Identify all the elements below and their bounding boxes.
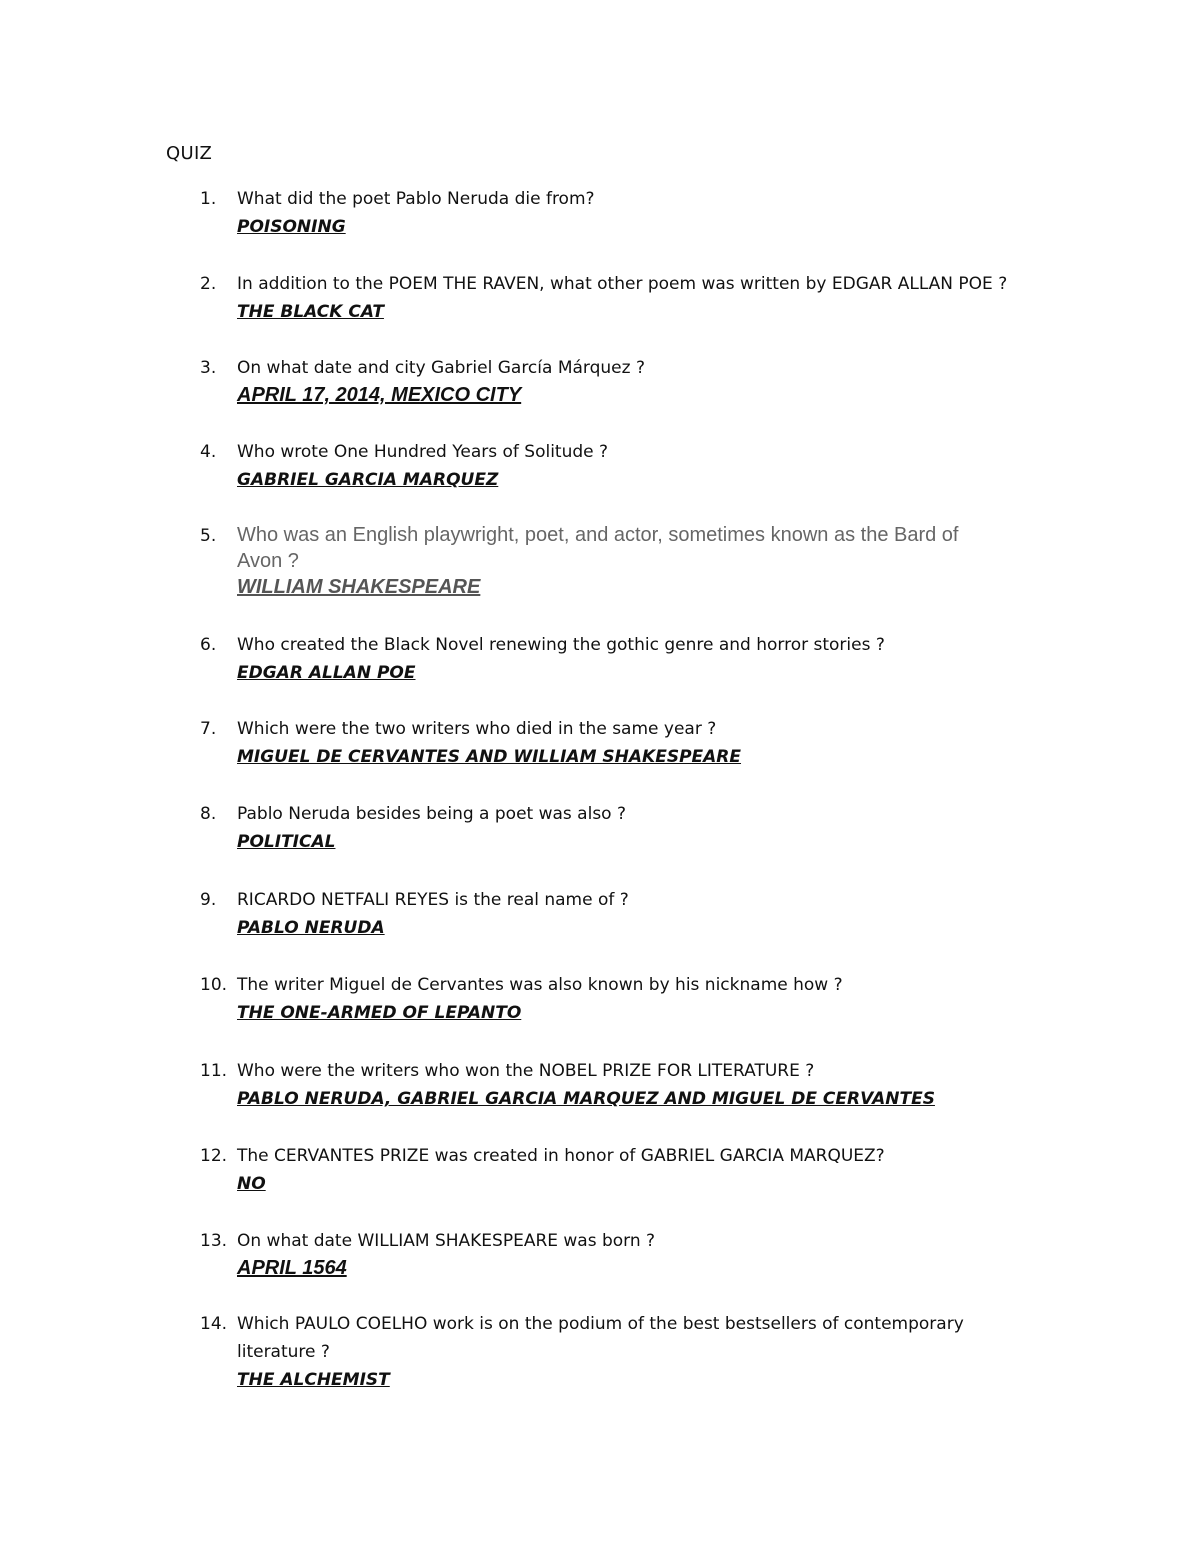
item-number: 11. xyxy=(200,1061,228,1081)
item-number: 5. xyxy=(200,526,217,546)
item-number: 10. xyxy=(200,975,228,995)
quiz-item xyxy=(200,971,1050,1027)
quiz-item xyxy=(200,1057,1050,1113)
quiz-item xyxy=(200,1310,990,1394)
answer-text: APRIL 1564 xyxy=(237,1257,347,1279)
question-text: Who wrote One Hundred Years of Solitude ? xyxy=(237,442,609,462)
question-text: What did the poet Pablo Neruda die from? xyxy=(237,189,595,209)
page-title: QUIZ xyxy=(166,143,213,164)
answer-text: POISONING xyxy=(237,217,346,237)
quiz-item xyxy=(200,522,1000,600)
item-number: 3. xyxy=(200,358,217,378)
answer-text: WILLIAM SHAKESPEARE xyxy=(237,576,481,598)
quiz-item xyxy=(200,886,1050,942)
question-text: Who were the writers who won the NOBEL PRIZE FOR LITERATURE ? xyxy=(237,1061,815,1081)
quiz-item xyxy=(200,631,1050,687)
question-text: Which were the two writers who died in the same year ? xyxy=(237,719,717,739)
answer-text: PABLO NERUDA, GABRIEL GARCIA MARQUEZ AND MIGUEL DE CERVANTES xyxy=(237,1089,935,1109)
answer-text: APRIL 17, 2014, MEXICO CITY xyxy=(237,384,522,406)
quiz-item xyxy=(200,1142,1050,1198)
question-text: Which PAULO COELHO work is on the podium of the best bestsellers of contemporary literature ? xyxy=(237,1314,964,1362)
question-text: Who was an English playwright, poet, and actor, sometimes known as the Bard of Avon ? xyxy=(237,524,959,572)
item-number: 9. xyxy=(200,890,217,910)
quiz-item xyxy=(200,715,1050,771)
question-text: The writer Miguel de Cervantes was also known by his nickname how ? xyxy=(237,975,843,995)
answer-text: THE ONE-ARMED OF LEPANTO xyxy=(237,1003,522,1023)
question-text: Who created the Black Novel renewing the gothic genre and horror stories ? xyxy=(237,635,885,655)
quiz-item xyxy=(200,800,1050,856)
item-number: 12. xyxy=(200,1146,228,1166)
quiz-item xyxy=(200,185,1050,241)
answer-text: EDGAR ALLAN POE xyxy=(237,663,416,683)
item-number: 8. xyxy=(200,804,217,824)
question-text: On what date WILLIAM SHAKESPEARE was born ? xyxy=(237,1231,656,1251)
quiz-item xyxy=(200,270,1050,326)
item-number: 4. xyxy=(200,442,217,462)
question-text: In addition to the POEM THE RAVEN, what other poem was written by EDGAR ALLAN POE ? xyxy=(237,274,1008,294)
question-text: RICARDO NETFALI REYES is the real name of ? xyxy=(237,890,629,910)
question-text: Pablo Neruda besides being a poet was also ? xyxy=(237,804,627,824)
question-text: The CERVANTES PRIZE was created in honor of GABRIEL GARCIA MARQUEZ? xyxy=(237,1146,885,1166)
question-text: On what date and city Gabriel García Márquez ? xyxy=(237,358,645,378)
answer-text: THE BLACK CAT xyxy=(237,302,384,322)
answer-text: POLITICAL xyxy=(237,832,336,852)
answer-text: NO xyxy=(237,1174,266,1194)
answer-text: GABRIEL GARCIA MARQUEZ xyxy=(237,470,499,490)
quiz-item xyxy=(200,438,1050,494)
answer-text: THE ALCHEMIST xyxy=(237,1370,390,1390)
item-number: 7. xyxy=(200,719,217,739)
answer-text: PABLO NERUDA xyxy=(237,918,385,938)
item-number: 13. xyxy=(200,1231,228,1251)
item-number: 14. xyxy=(200,1314,228,1334)
answer-text: MIGUEL DE CERVANTES AND WILLIAM SHAKESPEARE xyxy=(237,747,742,767)
quiz-item xyxy=(200,354,1050,408)
item-number: 1. xyxy=(200,189,217,209)
item-number: 2. xyxy=(200,274,217,294)
item-number: 6. xyxy=(200,635,217,655)
quiz-item xyxy=(200,1227,1050,1281)
